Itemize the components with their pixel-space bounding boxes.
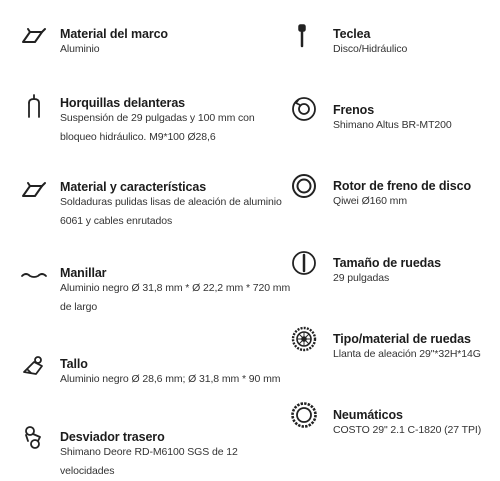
tire-icon [290,401,318,429]
spec-value-brakes: Shimano Altus BR-MT200 [333,119,452,131]
wheel-type-icon [290,325,318,353]
stem-icon [20,352,48,380]
brake-lever-icon [288,22,316,50]
spec-value-front-fork: Suspensión de 29 pulgadas y 100 mm con bloqueo hidráulico. M9*100 Ø28,6 [60,112,255,143]
spec-title-wheel-type: Tipo/material de ruedas [333,332,471,346]
frame-features-icon [20,176,48,204]
spec-value-material-features: Soldaduras pulidas lisas de aleación de aluminio 6061 y cables enrutados [60,196,282,227]
spec-value-handlebar: Aluminio negro Ø 31,8 mm * Ø 22,2 mm * 720 mm de largo [60,282,291,313]
spec-value-wheel-type: Llanta de aleación 29"*32H*14G [333,348,481,360]
handlebar-icon [20,262,48,290]
spec-value-frame-material: Aluminio [60,43,100,55]
wheel-size-icon [290,249,318,277]
spec-title-rear-derailleur: Desviador trasero [60,430,165,444]
spec-title-lever: Teclea [333,27,371,41]
spec-value-wheel-size: 29 pulgadas [333,272,390,284]
spec-title-wheel-size: Tamaño de ruedas [333,256,441,270]
spec-title-rotor: Rotor de freno de disco [333,179,471,193]
rotor-icon [290,172,318,200]
spec-value-tires: COSTO 29" 2.1 C-1820 (27 TPI) [333,424,482,436]
derailleur-icon [20,423,48,451]
spec-title-front-fork: Horquillas delanteras [60,96,186,110]
spec-title-tires: Neumáticos [333,408,403,422]
bike-frame-icon [20,24,48,52]
spec-title-stem: Tallo [60,357,88,371]
spec-value-lever: Disco/Hidráulico [333,43,408,55]
spec-title-material-features: Material y características [60,180,207,194]
spec-title-handlebar: Manillar [60,266,107,280]
spec-value-rotor: Qiwei Ø160 mm [333,195,407,207]
brake-disc-icon [290,95,318,123]
fork-icon [20,93,48,121]
spec-value-stem: Aluminio negro Ø 28,6 mm; Ø 31,8 mm * 90 mm [60,373,281,385]
spec-value-rear-derailleur: Shimano Deore RD-M6100 SGS de 12 velocidades [60,446,238,477]
spec-title-frame-material: Material del marco [60,27,168,41]
spec-title-brakes: Frenos [333,103,375,117]
